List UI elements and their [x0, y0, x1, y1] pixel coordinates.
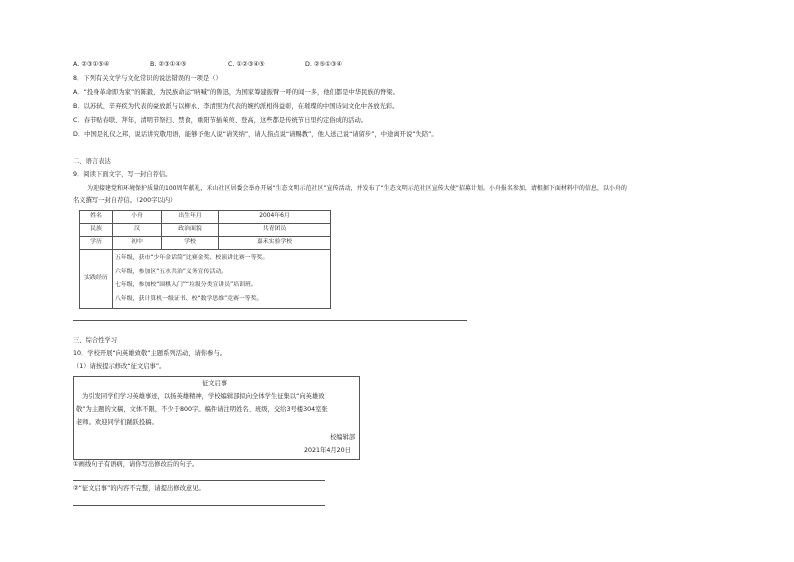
notice-line-2: 敬”为主题的文稿，文体不限，不少于800字。稿件请注明姓名、班级，交给3号楼304室张	[76, 406, 328, 413]
table-row	[80, 211, 331, 224]
answer-line	[73, 320, 467, 321]
q7-option-d: D. ②⑤①③④	[305, 61, 343, 68]
notice-line-3: 老师。欢迎同学们踊跃投稿。	[76, 419, 158, 426]
q9-paragraph-1: 为迎接建党和环境保护质量的100周年献礼，禾山社区居委会举办开展“生态文明示范社区”宣传活动，并发布了“生态文明示范社区宣传大使”招募计划。小舟报名参加，请根据下面材料中的信息，以小舟的	[87, 185, 627, 192]
table-cell: 学校	[162, 237, 219, 250]
table-row	[80, 224, 331, 237]
answer-line	[73, 505, 325, 506]
table-cell: 出生年月	[162, 211, 219, 224]
answer-line	[73, 480, 325, 481]
experience-item: 七年级，参加校“围棋入门”“垃圾分类宣讲员”培训班。	[115, 282, 257, 288]
q9-paragraph-2: 名义撰写一封自荐信。（200字以内）	[73, 197, 177, 204]
section3-heading: 三、综合性学习	[73, 337, 118, 344]
q7-option-a: A. ②③①⑤④	[73, 61, 110, 68]
table-cell: 小舟	[113, 211, 162, 224]
q9-stem: 9．阅读下面文字，写一封自荐信。	[73, 171, 172, 178]
experience-cell	[113, 250, 331, 309]
experience-item: 五年级，获市“少年金话筒”比赛金奖、校演讲比赛一等奖。	[115, 255, 269, 261]
notice-box	[73, 376, 360, 460]
table-cell: 2004年6月	[219, 211, 331, 224]
experience-item: 六年级，参加区“五水共治”义务宣传活动。	[115, 268, 228, 275]
section2-heading: 二、语言表达	[73, 158, 111, 165]
notice-date: 2021年4月20日	[304, 447, 351, 454]
profile-table	[79, 210, 331, 309]
notice-title: 征文启事	[202, 380, 228, 387]
table-cell: 共青团员	[219, 224, 331, 237]
table-cell: 民族	[80, 224, 113, 237]
table-cell: 初中	[113, 237, 162, 250]
table-cell: 政治面貌	[162, 224, 219, 237]
q10-question-a: ①画线句子有语病，请你写出修改后的句子。	[73, 461, 199, 468]
table-cell: 嘉禾实验学校	[219, 237, 331, 250]
table-cell: 学历	[80, 237, 113, 250]
table-cell: 汉	[113, 224, 162, 237]
q8-option-b: B．以苏轼、辛弃疾为代表的豪放派与以柳永、李清照为代表的婉约派相得益彰，在璀璨的中国诗词文化中各放光彩。	[73, 103, 399, 110]
q7-option-c: C. ①②③④⑤	[228, 61, 265, 68]
table-row	[80, 237, 331, 250]
table-cell: 实践经历	[80, 250, 113, 309]
q10-stem: 10．学校开展“向英雄致敬”主题系列活动，请你参与。	[73, 350, 227, 357]
q8-option-a: A．“投身革命即为家”的陈毅，为民族命运“呐喊”的鲁迅，为国家筹建振臂一呼的闻一多，他们都是中华民族的脊梁。	[73, 89, 399, 96]
q10-question-b: ②“征文启事”的内容不完整，请提出修改意见。	[73, 485, 205, 492]
notice-signature: 校编辑部	[330, 434, 356, 441]
q8-stem: 8．下列有关文学与文化常识的说法错误的一项是（）	[73, 75, 222, 82]
q8-option-d: D．中国是礼仪之邦，说话讲究敬用语，能够予他人说“请笑纳”，请人指点说“请赐教”，他人送己说“请留步”，中途离开说“失陪”。	[73, 131, 438, 138]
notice-line-1: 为引发同学们学习英雄事迹，以扬英雄精神，学校编辑部拟向全体学生征集以“向英雄致	[82, 393, 325, 400]
table-row	[80, 250, 331, 309]
q8-option-c: C．春节贴春联、拜年，清明节祭扫、禁食，重阳节插茱萸、登高，这些都是传统节日里约定俗成的活动。	[73, 117, 368, 124]
experience-item: 八年级，获计算机一级证书、校“数学思维”竞赛一等奖。	[115, 295, 263, 302]
q7-option-b: B. ②③①④⑤	[150, 61, 187, 68]
q10-sub1: （1）请按提示修改“征文启事”。	[73, 363, 166, 370]
table-cell: 姓名	[80, 211, 113, 224]
